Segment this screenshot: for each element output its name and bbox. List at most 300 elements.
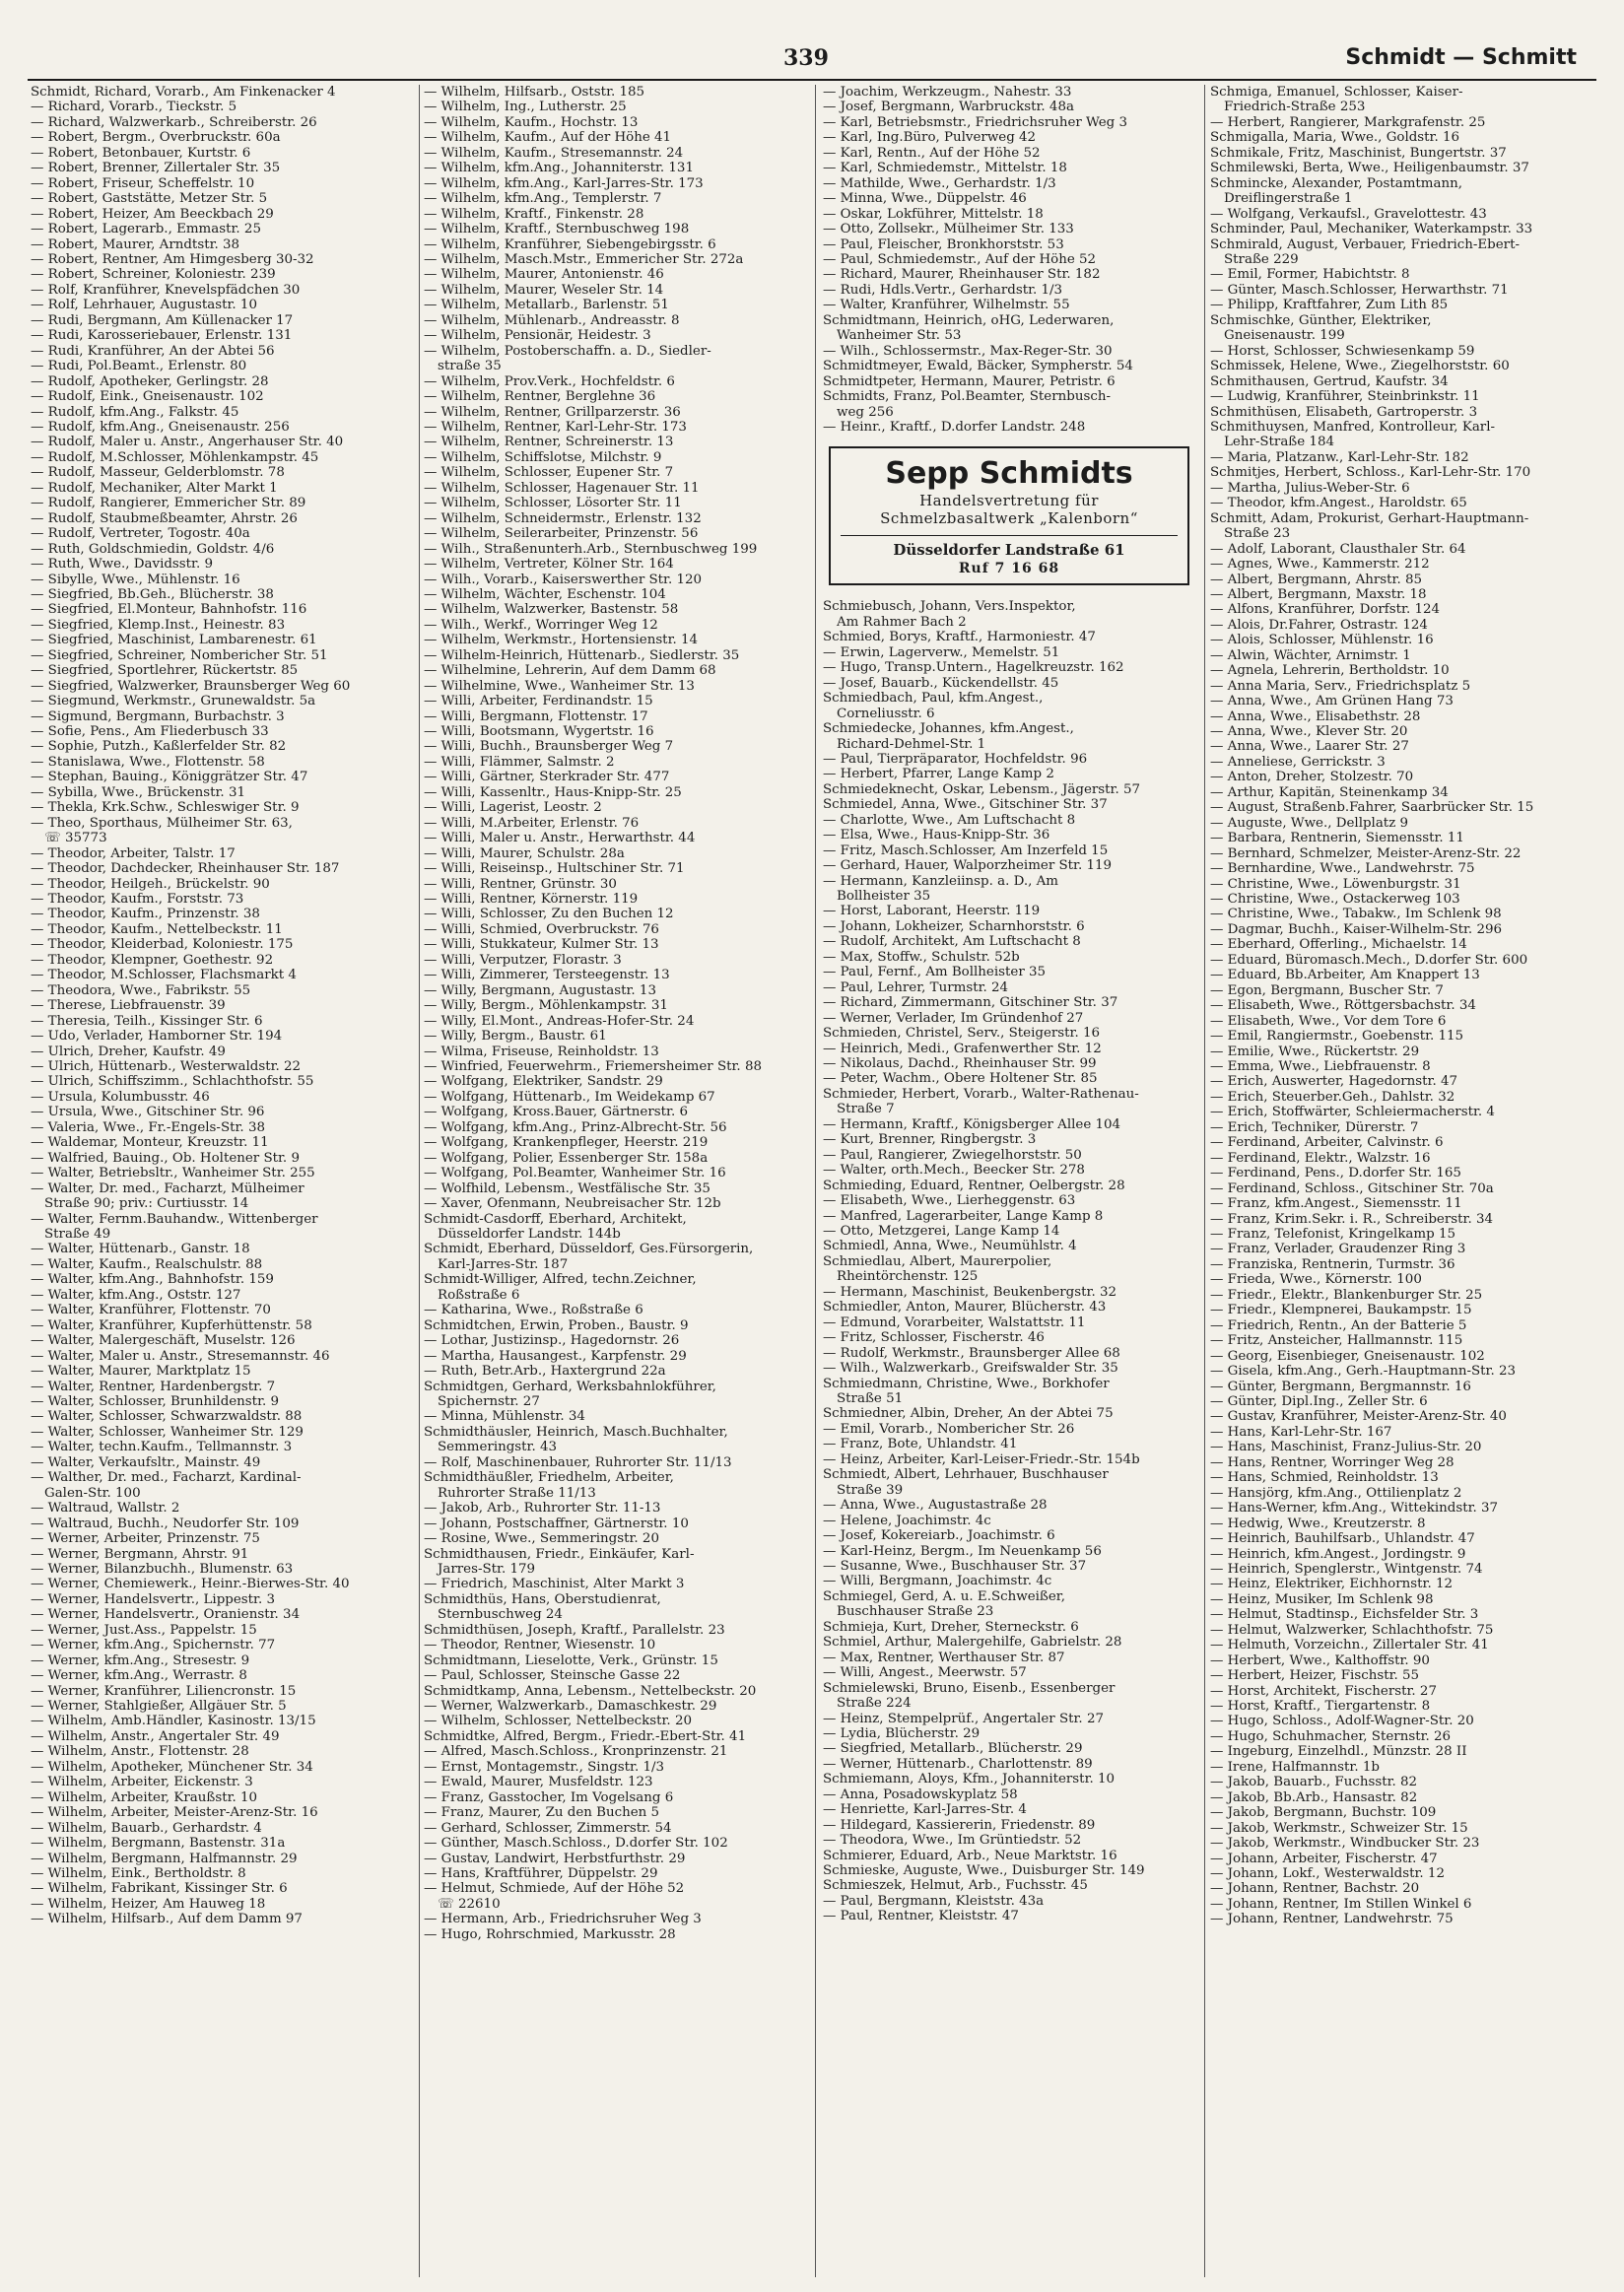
directory-entry: Straße 229 bbox=[1224, 251, 1299, 267]
directory-entry: — Rudi, Karosseriebauer, Erlenstr. 131 bbox=[31, 328, 293, 344]
directory-entry: Schmiedler, Anton, Maurer, Blücherstr. 43 bbox=[823, 1300, 1107, 1315]
directory-entry: — Theresia, Teilh., Kissinger Str. 6 bbox=[31, 1013, 263, 1029]
directory-entry: Roßstraße 6 bbox=[438, 1287, 520, 1303]
directory-entry: — Hans, Schmied, Reinholdstr. 13 bbox=[1210, 1470, 1439, 1486]
directory-entry: — Johann, Rentner, Landwehrstr. 75 bbox=[1210, 1912, 1454, 1927]
directory-entry: — Wilhelm, Heizer, Am Hauweg 18 bbox=[31, 1896, 266, 1912]
directory-entry: — Gerhard, Hauer, Walporzheimer Str. 119 bbox=[823, 858, 1113, 874]
directory-entry: — Anna Maria, Serv., Friedrichsplatz 5 bbox=[1210, 678, 1471, 694]
directory-entry: — Wilhelm, Schlosser, Nettelbeckstr. 20 bbox=[424, 1714, 692, 1729]
directory-entry: — Ferdinand, Schloss., Gitschiner Str. 70a bbox=[1210, 1180, 1494, 1196]
directory-entry: — Hansjörg, kfm.Ang., Ottilienplatz 2 bbox=[1210, 1485, 1462, 1501]
directory-entry: Friedrich-Straße 253 bbox=[1224, 100, 1366, 115]
directory-entry: — Barbara, Rentnerin, Siemensstr. 11 bbox=[1210, 831, 1464, 846]
directory-entry: — Wilhelm, Hilfsarb., Oststr. 185 bbox=[424, 85, 645, 100]
directory-entry: — Walter, Schlosser, Schwarzwaldstr. 88 bbox=[31, 1409, 303, 1425]
directory-entry: — Wilhelm, kfm.Ang., Johanniterstr. 131 bbox=[424, 161, 694, 176]
directory-entry: — Anneliese, Gerrickstr. 3 bbox=[1210, 754, 1386, 770]
directory-entry: — Siegfried, Maschinist, Lambarenestr. 61 bbox=[31, 633, 317, 648]
directory-entry: Schmielewski, Bruno, Eisenb., Essenberger bbox=[823, 1680, 1116, 1696]
directory-entry: Richard-Dehmel-Str. 1 bbox=[837, 736, 986, 752]
directory-entry: — Thekla, Krk.Schw., Schleswiger Str. 9 bbox=[31, 800, 300, 816]
directory-entry: — Heinz, Elektriker, Eichhornstr. 12 bbox=[1210, 1577, 1453, 1592]
directory-entry: — Willi, Stukkateur, Kulmer Str. 13 bbox=[424, 937, 659, 953]
directory-entry: — Ursula, Kolumbusstr. 46 bbox=[31, 1089, 210, 1105]
directory-entry: — Günter, Dipl.Ing., Zeller Str. 6 bbox=[1210, 1393, 1428, 1409]
directory-entry: — Hermann, Kanzleiinsp. a. D., Am bbox=[823, 873, 1059, 889]
directory-entry: Schmirald, August, Verbauer, Friedrich-Ebert- bbox=[1210, 236, 1520, 252]
directory-entry: — Walter, Verkaufsltr., Mainstr. 49 bbox=[31, 1454, 261, 1470]
directory-entry: — Jakob, Arb., Ruhrorter Str. 11-13 bbox=[424, 1501, 661, 1517]
directory-entry: — Wilhelm, Kaufm., Stresemannstr. 24 bbox=[424, 145, 684, 161]
directory-entry: — Rudolf, M.Schlosser, Möhlenkampstr. 45 bbox=[31, 449, 319, 465]
directory-entry: Schmied, Borys, Kraftf., Harmoniestr. 47 bbox=[823, 630, 1096, 645]
directory-entry: — Agnela, Lehrerin, Bertholdstr. 10 bbox=[1210, 663, 1450, 679]
directory-entry: — Theodor, Klempner, Goethestr. 92 bbox=[31, 952, 274, 968]
directory-entry: ☏ 22610 bbox=[438, 1896, 501, 1912]
directory-entry: Schmidt, Richard, Vorarb., Am Finkenacker 4 bbox=[31, 85, 336, 100]
directory-entry: — Wilma, Friseuse, Reinholdstr. 13 bbox=[424, 1044, 659, 1059]
directory-entry: — Theodor, Kaufm., Forststr. 73 bbox=[31, 892, 244, 908]
directory-entry: — Frieda, Wwe., Körnerstr. 100 bbox=[1210, 1272, 1422, 1288]
directory-entry: — Werner, Kranführer, Liliencronstr. 15 bbox=[31, 1683, 297, 1699]
directory-entry: — Fritz, Schlosser, Fischerstr. 46 bbox=[823, 1330, 1045, 1346]
directory-entry: Bollheister 35 bbox=[837, 889, 931, 905]
directory-entry: — Theodor, M.Schlosser, Flachsmarkt 4 bbox=[31, 968, 297, 983]
directory-entry: — Horst, Laborant, Heerstr. 119 bbox=[823, 904, 1041, 919]
directory-entry: — Wilhelm, Maurer, Antonienstr. 46 bbox=[424, 267, 664, 283]
directory-entry: — Erich, Steuerber.Geh., Dahlstr. 32 bbox=[1210, 1089, 1455, 1105]
directory-entry: — Wilhelm, kfm.Ang., Templerstr. 7 bbox=[424, 191, 662, 207]
directory-entry: — Wilhelm, Kaufm., Auf der Höhe 41 bbox=[424, 130, 672, 146]
directory-entry: — Wilhelm, Wächter, Eschenstr. 104 bbox=[424, 586, 666, 602]
directory-entry: — Wolfgang, Hüttenarb., Im Weidekamp 67 bbox=[424, 1089, 715, 1105]
directory-entry: — Otto, Zollsekr., Mülheimer Str. 133 bbox=[823, 222, 1074, 237]
directory-entry: — Werner, Just.Ass., Pappelstr. 15 bbox=[31, 1622, 257, 1638]
directory-entry: — Wilhelm, Ing., Lutherstr. 25 bbox=[424, 100, 627, 115]
directory-entry: — Wilhelm, Arbeiter, Kraußstr. 10 bbox=[31, 1789, 258, 1805]
directory-entry: — Franz, Verlader, Graudenzer Ring 3 bbox=[1210, 1242, 1466, 1257]
directory-entry: Straße 23 bbox=[1224, 526, 1291, 542]
directory-entry: — Franz, Krim.Sekr. i. R., Schreiberstr. 34 bbox=[1210, 1211, 1493, 1227]
directory-entry: Straße 51 bbox=[837, 1390, 904, 1406]
directory-entry: — Rudolf, Staubmeßbeamter, Ahrstr. 26 bbox=[31, 510, 298, 526]
directory-entry: — Nikolaus, Dachd., Rheinhauser Str. 99 bbox=[823, 1056, 1097, 1072]
directory-entry: — Elisabeth, Wwe., Vor dem Tore 6 bbox=[1210, 1013, 1447, 1029]
directory-entry: Düsseldorfer Landstr. 144b bbox=[438, 1226, 621, 1242]
directory-entry: Schmiegel, Gerd, A. u. E.Schweißer, bbox=[823, 1588, 1065, 1604]
directory-entry: — Wilhelm, Maurer, Weseler Str. 14 bbox=[424, 282, 664, 298]
directory-entry: — Horst, Schlosser, Schwiesenkamp 59 bbox=[1210, 343, 1475, 359]
directory-entry: — Rolf, Maschinenbauer, Ruhrorter Str. 11/13 bbox=[424, 1454, 732, 1470]
directory-entry: — Willy, El.Mont., Andreas-Hofer-Str. 24 bbox=[424, 1013, 695, 1029]
directory-entry: — Siegfried, Bb.Geh., Blücherstr. 38 bbox=[31, 586, 274, 602]
directory-entry: — Rudolf, Eink., Gneisenaustr. 102 bbox=[31, 389, 264, 405]
directory-entry: — Willi, Flämmer, Salmstr. 2 bbox=[424, 754, 615, 770]
directory-entry: — Sybilla, Wwe., Brückenstr. 31 bbox=[31, 784, 245, 800]
directory-entry: — Rudolf, Masseur, Gelderblomstr. 78 bbox=[31, 465, 285, 481]
directory-entry: Schmiel, Arthur, Malergehilfe, Gabrielstr. 28 bbox=[823, 1635, 1122, 1651]
directory-entry: — Paul, Bergmann, Kleiststr. 43a bbox=[823, 1893, 1045, 1909]
directory-entry: — Rudolf, kfm.Ang., Falkstr. 45 bbox=[31, 404, 239, 420]
directory-entry: — Walter, Schlosser, Brunhildenstr. 9 bbox=[31, 1393, 280, 1409]
directory-entry: — Mathilde, Wwe., Gerhardstr. 1/3 bbox=[823, 175, 1056, 191]
directory-entry: — Walter, Betriebsltr., Wanheimer Str. 255 bbox=[31, 1166, 315, 1181]
directory-entry: — Wilhelm, Rentner, Karl-Lehr-Str. 173 bbox=[424, 419, 687, 435]
directory-entry: — Wilhelm, Anstr., Angertaler Str. 49 bbox=[31, 1728, 280, 1744]
directory-entry: — Rudolf, Werkmstr., Braunsberger Allee 68 bbox=[823, 1345, 1120, 1361]
directory-entry: — Walter, Hüttenarb., Ganstr. 18 bbox=[31, 1242, 250, 1257]
directory-entry: — Rolf, Lehrhauer, Augustastr. 10 bbox=[31, 298, 257, 313]
directory-entry: — Heinr., Kraftf., D.dorfer Landstr. 248 bbox=[823, 419, 1086, 435]
directory-entry: — Franz, kfm.Angest., Siemensstr. 11 bbox=[1210, 1196, 1462, 1212]
directory-entry: — Wolfgang, kfm.Ang., Prinz-Albrecht-Str. 56 bbox=[424, 1119, 727, 1135]
directory-entry: Lehr-Straße 184 bbox=[1224, 435, 1334, 450]
directory-entry: Straße 49 bbox=[44, 1226, 111, 1242]
directory-entry: — Oskar, Lokführer, Mittelstr. 18 bbox=[823, 206, 1044, 222]
directory-entry: Schmiedl, Anna, Wwe., Neumühlstr. 4 bbox=[823, 1239, 1077, 1254]
advertisement-box bbox=[829, 446, 1189, 585]
directory-entry: — Helmuth, Vorzeichn., Zillertaler Str. 41 bbox=[1210, 1638, 1489, 1653]
directory-entry: — Herbert, Heizer, Fischstr. 55 bbox=[1210, 1668, 1420, 1684]
directory-entry: — Paul, Fernf., Am Bollheister 35 bbox=[823, 965, 1047, 980]
directory-entry: Schmidt-Casdorff, Eberhard, Architekt, bbox=[424, 1211, 687, 1227]
directory-entry: — Günter, Masch.Schlosser, Herwarthstr. 71 bbox=[1210, 282, 1509, 298]
directory-entry: — August, Straßenb.Fahrer, Saarbrücker Str. 15 bbox=[1210, 800, 1534, 816]
directory-entry: — Heinz, Stempelprüf., Angertaler Str. 27 bbox=[823, 1711, 1104, 1726]
directory-entry: — Emil, Rangiermstr., Goebenstr. 115 bbox=[1210, 1029, 1464, 1045]
page-header bbox=[0, 37, 1624, 77]
directory-entry: — Karl, Rentn., Auf der Höhe 52 bbox=[823, 145, 1041, 161]
directory-entry: Straße 7 bbox=[837, 1102, 895, 1117]
directory-entry: — Udo, Verlader, Hamborner Str. 194 bbox=[31, 1029, 283, 1045]
directory-entry: — Johann, Rentner, Im Stillen Winkel 6 bbox=[1210, 1896, 1472, 1912]
directory-entry: — Hedwig, Wwe., Kreutzerstr. 8 bbox=[1210, 1516, 1426, 1531]
directory-entry: Schmiedner, Albin, Dreher, An der Abtei 75 bbox=[823, 1406, 1114, 1422]
directory-entry: — Winfried, Feuerwehrm., Friemersheimer Str. 88 bbox=[424, 1059, 762, 1074]
directory-entry: — Wilhelm, Schneidermstr., Erlenstr. 132 bbox=[424, 510, 702, 526]
directory-entry: Rheintörchenstr. 125 bbox=[837, 1269, 979, 1285]
directory-entry: — Walter, Fernm.Bauhandw., Wittenberger bbox=[31, 1211, 318, 1227]
directory-entry: Schmilewski, Berta, Wwe., Heiligenbaumstr. 37 bbox=[1210, 161, 1529, 176]
directory-entry: weg 256 bbox=[837, 404, 894, 420]
directory-entry: — Robert, Maurer, Arndtstr. 38 bbox=[31, 236, 240, 252]
ad-divider bbox=[841, 535, 1178, 536]
directory-entry: Galen-Str. 100 bbox=[44, 1485, 141, 1501]
directory-entry: — Paul, Rangierer, Zwiegelhorststr. 50 bbox=[823, 1147, 1082, 1163]
directory-entry: — Wilh., Werkf., Worringer Weg 12 bbox=[424, 617, 658, 633]
directory-entry: — Wilhelm, Schlosser, Lösorter Str. 11 bbox=[424, 496, 682, 511]
directory-entry: — Wilhelm, Amb.Händler, Kasinostr. 13/15 bbox=[31, 1714, 316, 1729]
directory-entry: — Wilhelm, Mühlenarb., Andreasstr. 8 bbox=[424, 312, 680, 328]
directory-entry: — Theo, Sporthaus, Mülheimer Str. 63, bbox=[31, 815, 293, 831]
directory-entry: — Minna, Mühlenstr. 34 bbox=[424, 1409, 585, 1425]
directory-entry: — Anton, Dreher, Stolzestr. 70 bbox=[1210, 770, 1414, 785]
directory-entry: Schmikale, Fritz, Maschinist, Bungertstr. 37 bbox=[1210, 145, 1507, 161]
directory-entry: — Willi, Schmied, Overbruckstr. 76 bbox=[424, 921, 659, 937]
directory-entry: — Ludwig, Kranführer, Steinbrinkstr. 11 bbox=[1210, 389, 1480, 405]
ad-line-1: Handelsvertretung für bbox=[919, 492, 1099, 510]
directory-entry: — Siegfried, Walzwerker, Braunsberger Weg 60 bbox=[31, 678, 351, 694]
directory-entry: — Günter, Bergmann, Bergmannstr. 16 bbox=[1210, 1379, 1471, 1394]
directory-entry: — Jakob, Werkmstr., Schweizer Str. 15 bbox=[1210, 1820, 1468, 1836]
directory-entry: — Walter, Maler u. Anstr., Stresemannstr. 46 bbox=[31, 1348, 330, 1364]
directory-entry: — Hugo, Transp.Untern., Hagelkreuzstr. 162 bbox=[823, 660, 1124, 676]
running-title: Schmidt — Schmitt bbox=[1345, 45, 1577, 70]
directory-entry: — Emilie, Wwe., Rückertstr. 29 bbox=[1210, 1044, 1420, 1059]
directory-entry: Schmidtgen, Gerhard, Werksbahnlokführer, bbox=[424, 1379, 716, 1394]
directory-entry: — Rudolf, kfm.Ang., Gneisenaustr. 256 bbox=[31, 419, 290, 435]
directory-entry: — Richard, Walzwerkarb., Schreiberstr. 26 bbox=[31, 114, 317, 130]
directory-entry: — Willi, Rentner, Grünstr. 30 bbox=[424, 876, 617, 892]
directory-entry: Schmincke, Alexander, Postamtmann, bbox=[1210, 175, 1462, 191]
directory-entry: — Hans, Karl-Lehr-Str. 167 bbox=[1210, 1424, 1392, 1440]
directory-entry: Schmiedeknecht, Oskar, Lebensm., Jägerstr. 57 bbox=[823, 781, 1141, 797]
directory-entry: — Werner, Bilanzbuchh., Blumenstr. 63 bbox=[31, 1561, 294, 1577]
directory-entry: — Therese, Liebfrauenstr. 39 bbox=[31, 998, 226, 1014]
directory-entry: Schminder, Paul, Mechaniker, Waterkampstr. 33 bbox=[1210, 222, 1533, 237]
directory-entry: Schmiedecke, Johannes, kfm.Angest., bbox=[823, 721, 1074, 737]
directory-entry: — Willi, Arbeiter, Ferdinandstr. 15 bbox=[424, 694, 653, 709]
directory-entry: — Herbert, Wwe., Kalthoffstr. 90 bbox=[1210, 1652, 1430, 1668]
directory-entry: — Theodor, Heilgeh., Brückelstr. 90 bbox=[31, 876, 270, 892]
column-divider bbox=[815, 85, 816, 2277]
directory-entry: — Theodor, Arbeiter, Talstr. 17 bbox=[31, 845, 236, 861]
directory-entry: — Elisabeth, Wwe., Lierheggenstr. 63 bbox=[823, 1193, 1076, 1209]
directory-entry: — Walter, Rentner, Hardenbergstr. 7 bbox=[31, 1379, 276, 1394]
directory-entry: — Robert, Schreiner, Koloniestr. 239 bbox=[31, 267, 276, 283]
directory-entry: — Josef, Bergmann, Warbruckstr. 48a bbox=[823, 100, 1074, 115]
directory-entry: — Rudolf, Maler u. Anstr., Angerhauser Str. 40 bbox=[31, 435, 344, 450]
directory-entry: — Friedr., Klempnerei, Baukampstr. 15 bbox=[1210, 1303, 1472, 1318]
directory-entry: — Peter, Wachm., Obere Holtener Str. 85 bbox=[823, 1071, 1098, 1087]
directory-entry: Schmithuysen, Manfred, Kontrolleur, Karl- bbox=[1210, 419, 1496, 435]
directory-entry: — Wilhelm-Heinrich, Hüttenarb., Siedlerstr. 35 bbox=[424, 647, 740, 663]
directory-entry: — Bernhardine, Wwe., Landwehrstr. 75 bbox=[1210, 861, 1475, 877]
directory-entry: — Werner, Bergmann, Ahrstr. 91 bbox=[31, 1546, 249, 1562]
directory-entry: — Franz, Bote, Uhlandstr. 41 bbox=[823, 1437, 1018, 1452]
directory-entry: — Ferdinand, Pens., D.dorfer Str. 165 bbox=[1210, 1166, 1461, 1181]
directory-entry: — Friedrich, Rentn., An der Batterie 5 bbox=[1210, 1317, 1467, 1333]
directory-entry: — Theodor, Kaufm., Prinzenstr. 38 bbox=[31, 907, 260, 922]
directory-entry: Schmidtmann, Heinrich, oHG, Lederwaren, bbox=[823, 312, 1115, 328]
directory-entry: — Willy, Bergm., Baustr. 61 bbox=[424, 1029, 607, 1045]
directory-entry: — Willi, Bergmann, Joachimstr. 4c bbox=[823, 1574, 1052, 1589]
directory-entry: — Walther, Dr. med., Facharzt, Kardinal- bbox=[31, 1470, 302, 1486]
directory-entry: — Rudi, Hdls.Vertr., Gerhardstr. 1/3 bbox=[823, 282, 1063, 298]
directory-entry: — Siegfried, Sportlehrer, Rückertstr. 85 bbox=[31, 663, 299, 679]
directory-entry: — Anna, Wwe., Laarer Str. 27 bbox=[1210, 739, 1409, 755]
directory-entry: — Richard, Zimmermann, Gitschiner Str. 37 bbox=[823, 995, 1118, 1011]
directory-entry: — Wilhelm, Arbeiter, Eickenstr. 3 bbox=[31, 1775, 253, 1790]
directory-entry: — Willi, Verputzer, Florastr. 3 bbox=[424, 952, 622, 968]
directory-entry: Schmidtkamp, Anna, Lebensm., Nettelbeckstr. 20 bbox=[424, 1683, 757, 1699]
directory-entry: — Ingeburg, Einzelhdl., Münzstr. 28 II bbox=[1210, 1744, 1467, 1760]
directory-entry: — Robert, Rentner, Am Himgesberg 30-32 bbox=[31, 251, 314, 267]
directory-entry: Schmidt-Williger, Alfred, techn.Zeichner, bbox=[424, 1272, 697, 1288]
directory-entry: — Wilhelm, Postoberschaffn. a. D., Siedler- bbox=[424, 343, 711, 359]
ad-phone: Ruf 7 16 68 bbox=[958, 561, 1060, 577]
directory-entry: — Wolfgang, Polier, Essenberger Str. 158a bbox=[424, 1150, 709, 1166]
directory-entry: — Philipp, Kraftfahrer, Zum Lith 85 bbox=[1210, 298, 1449, 313]
directory-entry: Schmieja, Kurt, Dreher, Sterneckstr. 6 bbox=[823, 1619, 1079, 1635]
directory-entry: — Wilhelm, Walzwerker, Bastenstr. 58 bbox=[424, 602, 679, 618]
directory-entry: — Horst, Kraftf., Tiergartenstr. 8 bbox=[1210, 1699, 1431, 1715]
directory-entry: — Willi, Bergmann, Flottenstr. 17 bbox=[424, 708, 648, 724]
directory-entry: — Wilhelm, Pensionär, Heidestr. 3 bbox=[424, 328, 651, 344]
directory-entry: — Wilhelm, Apotheker, Münchener Str. 34 bbox=[31, 1759, 313, 1775]
directory-entry: — Wolfgang, Krankenpfleger, Heerstr. 219 bbox=[424, 1135, 709, 1151]
directory-entry: — Manfred, Lagerarbeiter, Lange Kamp 8 bbox=[823, 1208, 1104, 1224]
directory-entry: — Friedrich, Maschinist, Alter Markt 3 bbox=[424, 1577, 685, 1592]
directory-entry: Schmigalla, Maria, Wwe., Goldstr. 16 bbox=[1210, 130, 1460, 146]
directory-entry: — Werner, Arbeiter, Prinzenstr. 75 bbox=[31, 1531, 260, 1547]
directory-entry: — Jakob, Bb.Arb., Hansastr. 82 bbox=[1210, 1789, 1418, 1805]
directory-entry: — Herbert, Pfarrer, Lange Kamp 2 bbox=[823, 767, 1054, 782]
directory-entry: Schmiedel, Anna, Wwe., Gitschiner Str. 37 bbox=[823, 797, 1108, 813]
directory-entry: — Heinz, Arbeiter, Karl-Leiser-Friedr.-Str. 154b bbox=[823, 1451, 1140, 1467]
directory-entry: — Hugo, Schloss., Adolf-Wagner-Str. 20 bbox=[1210, 1714, 1474, 1729]
directory-entry: — Susanne, Wwe., Buschhauser Str. 37 bbox=[823, 1558, 1087, 1574]
directory-entry: — Robert, Gaststätte, Metzer Str. 5 bbox=[31, 191, 268, 207]
directory-entry: — Werner, Handelsvertr., Oranienstr. 34 bbox=[31, 1607, 301, 1623]
directory-entry: — Heinrich, Spenglerstr., Wintgenstr. 74 bbox=[1210, 1561, 1483, 1577]
directory-entry: — Johann, Lokf., Westerwaldstr. 12 bbox=[1210, 1866, 1445, 1882]
directory-entry: — Ferdinand, Arbeiter, Calvinstr. 6 bbox=[1210, 1135, 1444, 1151]
directory-entry: — Karl, Betriebsmstr., Friedrichsruher Weg 3 bbox=[823, 114, 1128, 130]
directory-entry: Semmeringstr. 43 bbox=[438, 1440, 558, 1455]
directory-entry: — Theodor, kfm.Angest., Haroldstr. 65 bbox=[1210, 496, 1467, 511]
directory-entry: — Willy, Bergmann, Augustastr. 13 bbox=[424, 982, 656, 998]
directory-entry: — Henriette, Karl-Jarres-Str. 4 bbox=[823, 1802, 1027, 1818]
directory-entry: — Walter, orth.Mech., Beecker Str. 278 bbox=[823, 1163, 1085, 1179]
directory-entry: Straße 90; priv.: Curtiusstr. 14 bbox=[44, 1196, 249, 1212]
directory-entry: — Heinrich, Medi., Grafenwerther Str. 12 bbox=[823, 1041, 1102, 1056]
directory-entry: — Wilhelm, Bauarb., Gerhardstr. 4 bbox=[31, 1820, 262, 1836]
directory-entry: — Wilhelmine, Wwe., Wanheimer Str. 13 bbox=[424, 678, 695, 694]
directory-entry: — Rudi, Pol.Beamt., Erlenstr. 80 bbox=[31, 359, 247, 374]
directory-entry: — Edmund, Vorarbeiter, Walstattstr. 11 bbox=[823, 1315, 1086, 1330]
directory-entry: — Stephan, Bauing., Königgrätzer Str. 47 bbox=[31, 770, 308, 785]
directory-entry: — Xaver, Ofenmann, Neubreisacher Str. 12b bbox=[424, 1196, 721, 1212]
directory-entry: — Walfried, Bauing., Ob. Holtener Str. 9 bbox=[31, 1150, 300, 1166]
directory-entry: — Josef, Bauarb., Kückendellstr. 45 bbox=[823, 675, 1059, 691]
directory-entry: — Rosine, Wwe., Semmeringstr. 20 bbox=[424, 1531, 659, 1547]
directory-entry: — Georg, Eisenbieger, Gneisenaustr. 102 bbox=[1210, 1348, 1485, 1364]
ad-line-2: Schmelzbasaltwerk „Kalenborn“ bbox=[880, 509, 1138, 528]
directory-entry: — Hermann, Arb., Friedrichsruher Weg 3 bbox=[424, 1912, 702, 1927]
directory-entry: — Erwin, Lagerverw., Memelstr. 51 bbox=[823, 644, 1060, 660]
directory-entry: — Willi, Schlosser, Zu den Buchen 12 bbox=[424, 907, 674, 922]
directory-entry: Schmidtpeter, Hermann, Maurer, Petristr. 6 bbox=[823, 373, 1116, 389]
directory-entry: Straße 39 bbox=[837, 1482, 904, 1498]
directory-entry: — Rolf, Kranführer, Knevelspfädchen 30 bbox=[31, 282, 301, 298]
ad-company-name: Sepp Schmidts bbox=[885, 456, 1133, 492]
directory-entry: — Wilhelm, Schlosser, Hagenauer Str. 11 bbox=[424, 480, 700, 496]
directory-entry: — Johann, Postschaffner, Gärtnerstr. 10 bbox=[424, 1516, 689, 1531]
directory-entry: — Emil, Vorarb., Nombericher Str. 26 bbox=[823, 1421, 1075, 1437]
directory-column-2 bbox=[424, 85, 808, 2282]
directory-entry: — Franz, Gasstocher, Im Vogelsang 6 bbox=[424, 1789, 674, 1805]
directory-entry: — Arthur, Kapitän, Steinenkamp 34 bbox=[1210, 784, 1449, 800]
directory-entry: Schmieden, Christel, Serv., Steigerstr. 16 bbox=[823, 1026, 1100, 1042]
ad-address: Düsseldorfer Landstraße 61 bbox=[893, 541, 1125, 560]
directory-entry: — Robert, Friseur, Scheffelstr. 10 bbox=[31, 175, 255, 191]
directory-entry: Schmierer, Eduard, Arb., Neue Marktstr. 16 bbox=[823, 1848, 1117, 1863]
directory-entry: — Lothar, Justizinsp., Hagedornstr. 26 bbox=[424, 1333, 680, 1349]
directory-entry: Karl-Jarres-Str. 187 bbox=[438, 1256, 569, 1272]
directory-entry: Schmidthüs, Hans, Oberstudienrat, bbox=[424, 1591, 661, 1607]
directory-entry: — Wilhelm, Hilfsarb., Auf dem Damm 97 bbox=[31, 1912, 303, 1927]
directory-entry: Schmidthäusler, Heinrich, Masch.Buchhalter, bbox=[424, 1424, 728, 1440]
directory-entry: — Rudolf, Vertreter, Togostr. 40a bbox=[31, 526, 250, 542]
directory-entry: Straße 224 bbox=[837, 1696, 912, 1712]
directory-entry: — Eduard, Büromasch.Mech., D.dorfer Str. 600 bbox=[1210, 952, 1528, 968]
directory-entry: — Walter, Schlosser, Wanheimer Str. 129 bbox=[31, 1424, 304, 1440]
directory-column-4 bbox=[1210, 85, 1598, 2282]
directory-entry: — Jakob, Bauarb., Fuchsstr. 82 bbox=[1210, 1775, 1418, 1790]
directory-entry: — Agnes, Wwe., Kammerstr. 212 bbox=[1210, 557, 1430, 573]
directory-entry: Schmischke, Günther, Elektriker, bbox=[1210, 312, 1432, 328]
directory-entry: Schmidtchen, Erwin, Proben., Baustr. 9 bbox=[424, 1317, 689, 1333]
directory-entry: — Gerhard, Schlosser, Zimmerstr. 54 bbox=[424, 1820, 672, 1836]
directory-entry: Schmieding, Eduard, Rentner, Oelbergstr. 28 bbox=[823, 1178, 1125, 1193]
directory-entry: — Robert, Heizer, Am Beeckbach 29 bbox=[31, 206, 274, 222]
directory-entry: Schmidthäußler, Friedhelm, Arbeiter, bbox=[424, 1470, 674, 1486]
directory-entry: — Werner, Stahlgießer, Allgäuer Str. 5 bbox=[31, 1699, 287, 1715]
directory-entry: — Theodora, Wwe., Im Grüntiedstr. 52 bbox=[823, 1833, 1082, 1849]
directory-entry: — Walter, Kaufm., Realschulstr. 88 bbox=[31, 1256, 263, 1272]
directory-entry: — Werner, Handelsvertr., Lippestr. 3 bbox=[31, 1591, 275, 1607]
directory-entry: — Lydia, Blücherstr. 29 bbox=[823, 1725, 981, 1741]
directory-entry: — Willi, Bootsmann, Wygertstr. 16 bbox=[424, 724, 654, 740]
directory-entry: — Erich, Stoffwärter, Schleiermacherstr. 4 bbox=[1210, 1105, 1495, 1120]
directory-entry: Schmitjes, Herbert, Schloss., Karl-Lehr-Str. 170 bbox=[1210, 465, 1531, 481]
directory-column-1 bbox=[31, 85, 417, 2282]
directory-entry: Schmithausen, Gertrud, Kaufstr. 34 bbox=[1210, 373, 1449, 389]
directory-entry: — Eduard, Bb.Arbeiter, Am Knappert 13 bbox=[1210, 968, 1480, 983]
directory-entry: — Hans, Kraftführer, Düppelstr. 29 bbox=[424, 1866, 658, 1882]
directory-entry: — Sofie, Pens., Am Fliederbusch 33 bbox=[31, 724, 269, 740]
directory-entry: — Wilhelm, Masch.Mstr., Emmericher Str. 272a bbox=[424, 251, 744, 267]
directory-entry: — Willy, Bergm., Möhlenkampstr. 31 bbox=[424, 998, 668, 1014]
directory-entry: — Erich, Auswerter, Hagedornstr. 47 bbox=[1210, 1074, 1457, 1090]
directory-entry: Schmidt, Eberhard, Düsseldorf, Ges.Fürsorgerin, bbox=[424, 1242, 754, 1257]
directory-entry: — Ulrich, Schiffszimm., Schlachthofstr. 55 bbox=[31, 1074, 314, 1090]
directory-entry: — Maria, Platzanw., Karl-Lehr-Str. 182 bbox=[1210, 449, 1469, 465]
directory-entry: — Siegfried, El.Monteur, Bahnhofstr. 116 bbox=[31, 602, 307, 618]
directory-entry: — Alfred, Masch.Schloss., Kronprinzenstr. 21 bbox=[424, 1744, 728, 1760]
directory-entry: — Richard, Maurer, Rheinhauser Str. 182 bbox=[823, 267, 1101, 283]
directory-entry: Sternbuschweg 24 bbox=[438, 1607, 563, 1623]
directory-entry: — Karl-Heinz, Bergm., Im Neuenkamp 56 bbox=[823, 1543, 1102, 1559]
directory-entry: Schmiemann, Aloys, Kfm., Johanniterstr. 10 bbox=[823, 1772, 1116, 1787]
directory-entry: — Wilhelm, Vertreter, Kölner Str. 164 bbox=[424, 557, 674, 573]
directory-entry: Schmiedlau, Albert, Maurerpolier, bbox=[823, 1253, 1052, 1269]
directory-entry: — Fritz, Ansteicher, Hallmannstr. 115 bbox=[1210, 1333, 1463, 1349]
directory-entry: — Theodor, Kaufm., Nettelbeckstr. 11 bbox=[31, 921, 283, 937]
directory-entry: — Martha, Julius-Weber-Str. 6 bbox=[1210, 480, 1410, 496]
directory-entry: — Joachim, Werkzeugm., Nahestr. 33 bbox=[823, 85, 1072, 100]
directory-entry: — Rudi, Bergmann, Am Küllenacker 17 bbox=[31, 312, 294, 328]
directory-entry: — Rudi, Kranführer, An der Abtei 56 bbox=[31, 343, 275, 359]
directory-entry: — Martha, Hausangest., Karpfenstr. 29 bbox=[424, 1348, 687, 1364]
directory-entry: — Wilhelm, Fabrikant, Kissinger Str. 6 bbox=[31, 1881, 288, 1897]
directory-entry: — Heinrich, Bauhilfsarb., Uhlandstr. 47 bbox=[1210, 1531, 1475, 1547]
directory-entry: Corneliusstr. 6 bbox=[837, 706, 935, 721]
directory-entry: — Egon, Bergmann, Buscher Str. 7 bbox=[1210, 982, 1444, 998]
directory-entry: — Willi, Buchh., Braunsberger Weg 7 bbox=[424, 739, 674, 755]
